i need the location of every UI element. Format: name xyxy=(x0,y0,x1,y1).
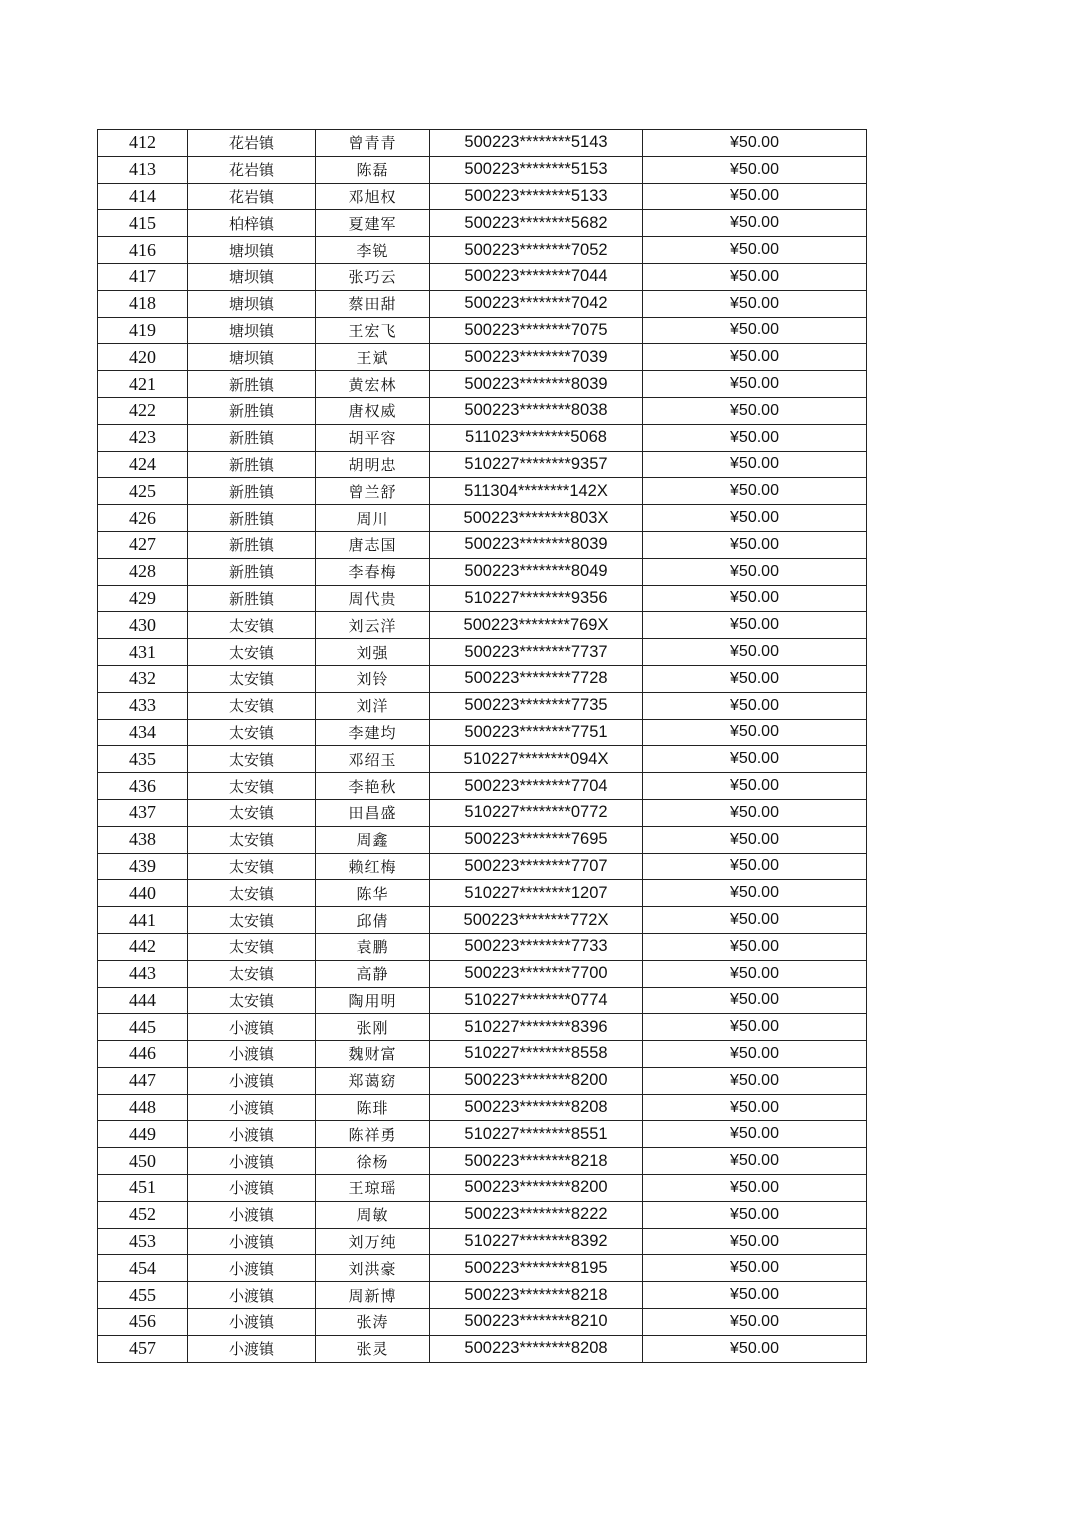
town-cell: 小渡镇 xyxy=(188,1148,316,1175)
table-row xyxy=(98,1255,867,1282)
row-number-cell: 425 xyxy=(98,478,188,505)
town-cell: 太安镇 xyxy=(188,933,316,960)
person-name-cell: 胡平容 xyxy=(316,424,430,451)
amount-cell: ¥50.00 xyxy=(643,853,867,880)
id-number-cell: 511304********142X xyxy=(430,478,643,505)
table-row xyxy=(98,639,867,666)
person-name-cell: 黄宏林 xyxy=(316,371,430,398)
town-cell: 花岩镇 xyxy=(188,183,316,210)
table-row xyxy=(98,585,867,612)
town-cell: 太安镇 xyxy=(188,960,316,987)
town-cell: 小渡镇 xyxy=(188,1201,316,1228)
id-number-cell: 510227********9356 xyxy=(430,585,643,612)
amount-cell: ¥50.00 xyxy=(643,639,867,666)
person-name-cell: 郑蔼窈 xyxy=(316,1067,430,1094)
id-number-cell: 500223********8218 xyxy=(430,1282,643,1309)
amount-cell: ¥50.00 xyxy=(643,371,867,398)
town-cell: 小渡镇 xyxy=(188,1255,316,1282)
table-row xyxy=(98,1121,867,1148)
person-name-cell: 胡明忠 xyxy=(316,451,430,478)
person-name-cell: 李建均 xyxy=(316,719,430,746)
table-row xyxy=(98,397,867,424)
row-number-cell: 412 xyxy=(98,130,188,157)
amount-cell: ¥50.00 xyxy=(643,1282,867,1309)
person-name-cell: 徐杨 xyxy=(316,1148,430,1175)
town-cell: 新胜镇 xyxy=(188,397,316,424)
row-number-cell: 432 xyxy=(98,665,188,692)
table-row xyxy=(98,1309,867,1336)
row-number-cell: 455 xyxy=(98,1282,188,1309)
id-number-cell: 500223********772X xyxy=(430,907,643,934)
id-number-cell: 500223********803X xyxy=(430,505,643,532)
person-name-cell: 王斌 xyxy=(316,344,430,371)
person-name-cell: 王琼瑶 xyxy=(316,1175,430,1202)
amount-cell: ¥50.00 xyxy=(643,933,867,960)
town-cell: 花岩镇 xyxy=(188,130,316,157)
id-number-cell: 500223********7042 xyxy=(430,290,643,317)
town-cell: 新胜镇 xyxy=(188,558,316,585)
table-row xyxy=(98,1148,867,1175)
person-name-cell: 高静 xyxy=(316,960,430,987)
id-number-cell: 500223********7075 xyxy=(430,317,643,344)
table-row xyxy=(98,1041,867,1068)
id-number-cell: 510227********0774 xyxy=(430,987,643,1014)
row-number-cell: 438 xyxy=(98,826,188,853)
amount-cell: ¥50.00 xyxy=(643,1309,867,1336)
table-row xyxy=(98,1282,867,1309)
id-number-cell: 500223********8222 xyxy=(430,1201,643,1228)
id-number-cell: 500223********8200 xyxy=(430,1067,643,1094)
amount-cell: ¥50.00 xyxy=(643,1014,867,1041)
table-row xyxy=(98,746,867,773)
person-name-cell: 陈华 xyxy=(316,880,430,907)
table-row xyxy=(98,263,867,290)
table-row xyxy=(98,719,867,746)
person-name-cell: 张灵 xyxy=(316,1335,430,1362)
person-name-cell: 唐志国 xyxy=(316,531,430,558)
town-cell: 新胜镇 xyxy=(188,451,316,478)
amount-cell: ¥50.00 xyxy=(643,451,867,478)
id-number-cell: 500223********5133 xyxy=(430,183,643,210)
town-cell: 新胜镇 xyxy=(188,585,316,612)
row-number-cell: 417 xyxy=(98,263,188,290)
town-cell: 太安镇 xyxy=(188,826,316,853)
person-name-cell: 赖红梅 xyxy=(316,853,430,880)
row-number-cell: 439 xyxy=(98,853,188,880)
row-number-cell: 421 xyxy=(98,371,188,398)
table-row xyxy=(98,773,867,800)
town-cell: 太安镇 xyxy=(188,799,316,826)
person-name-cell: 邓绍玉 xyxy=(316,746,430,773)
row-number-cell: 445 xyxy=(98,1014,188,1041)
table-row xyxy=(98,558,867,585)
id-number-cell: 500223********7044 xyxy=(430,263,643,290)
id-number-cell: 500223********7728 xyxy=(430,665,643,692)
town-cell: 新胜镇 xyxy=(188,505,316,532)
amount-cell: ¥50.00 xyxy=(643,692,867,719)
town-cell: 小渡镇 xyxy=(188,1041,316,1068)
town-cell: 小渡镇 xyxy=(188,1309,316,1336)
person-name-cell: 陈琲 xyxy=(316,1094,430,1121)
row-number-cell: 448 xyxy=(98,1094,188,1121)
row-number-cell: 444 xyxy=(98,987,188,1014)
amount-cell: ¥50.00 xyxy=(643,290,867,317)
amount-cell: ¥50.00 xyxy=(643,1228,867,1255)
amount-cell: ¥50.00 xyxy=(643,130,867,157)
person-name-cell: 陈祥勇 xyxy=(316,1121,430,1148)
table-row xyxy=(98,907,867,934)
amount-cell: ¥50.00 xyxy=(643,156,867,183)
id-number-cell: 500223********5143 xyxy=(430,130,643,157)
id-number-cell: 510227********8558 xyxy=(430,1041,643,1068)
town-cell: 新胜镇 xyxy=(188,424,316,451)
row-number-cell: 426 xyxy=(98,505,188,532)
table-row xyxy=(98,451,867,478)
person-name-cell: 李春梅 xyxy=(316,558,430,585)
row-number-cell: 413 xyxy=(98,156,188,183)
town-cell: 塘坝镇 xyxy=(188,237,316,264)
row-number-cell: 437 xyxy=(98,799,188,826)
person-name-cell: 田昌盛 xyxy=(316,799,430,826)
town-cell: 小渡镇 xyxy=(188,1067,316,1094)
row-number-cell: 419 xyxy=(98,317,188,344)
person-name-cell: 周川 xyxy=(316,505,430,532)
row-number-cell: 433 xyxy=(98,692,188,719)
id-number-cell: 510227********9357 xyxy=(430,451,643,478)
town-cell: 新胜镇 xyxy=(188,371,316,398)
town-cell: 小渡镇 xyxy=(188,1175,316,1202)
town-cell: 新胜镇 xyxy=(188,478,316,505)
row-number-cell: 441 xyxy=(98,907,188,934)
table-row xyxy=(98,1228,867,1255)
id-number-cell: 500223********7707 xyxy=(430,853,643,880)
row-number-cell: 447 xyxy=(98,1067,188,1094)
amount-cell: ¥50.00 xyxy=(643,531,867,558)
table-row xyxy=(98,478,867,505)
row-number-cell: 450 xyxy=(98,1148,188,1175)
town-cell: 花岩镇 xyxy=(188,156,316,183)
town-cell: 小渡镇 xyxy=(188,1094,316,1121)
row-number-cell: 442 xyxy=(98,933,188,960)
id-number-cell: 500223********7733 xyxy=(430,933,643,960)
town-cell: 小渡镇 xyxy=(188,1335,316,1362)
person-name-cell: 周新博 xyxy=(316,1282,430,1309)
id-number-cell: 500223********7751 xyxy=(430,719,643,746)
amount-cell: ¥50.00 xyxy=(643,826,867,853)
person-name-cell: 唐权威 xyxy=(316,397,430,424)
row-number-cell: 452 xyxy=(98,1201,188,1228)
town-cell: 太安镇 xyxy=(188,853,316,880)
row-number-cell: 451 xyxy=(98,1175,188,1202)
town-cell: 小渡镇 xyxy=(188,1282,316,1309)
row-number-cell: 429 xyxy=(98,585,188,612)
row-number-cell: 456 xyxy=(98,1309,188,1336)
id-number-cell: 510227********094X xyxy=(430,746,643,773)
table-row xyxy=(98,1094,867,1121)
row-number-cell: 414 xyxy=(98,183,188,210)
person-name-cell: 张巧云 xyxy=(316,263,430,290)
town-cell: 太安镇 xyxy=(188,665,316,692)
table-row xyxy=(98,1014,867,1041)
town-cell: 塘坝镇 xyxy=(188,263,316,290)
row-number-cell: 454 xyxy=(98,1255,188,1282)
town-cell: 小渡镇 xyxy=(188,1014,316,1041)
id-number-cell: 500223********7704 xyxy=(430,773,643,800)
amount-cell: ¥50.00 xyxy=(643,183,867,210)
subsidy-list-table xyxy=(97,129,867,1363)
town-cell: 太安镇 xyxy=(188,639,316,666)
id-number-cell: 500223********7695 xyxy=(430,826,643,853)
row-number-cell: 420 xyxy=(98,344,188,371)
row-number-cell: 457 xyxy=(98,1335,188,1362)
person-name-cell: 刘铃 xyxy=(316,665,430,692)
person-name-cell: 李锐 xyxy=(316,237,430,264)
amount-cell: ¥50.00 xyxy=(643,1175,867,1202)
id-number-cell: 500223********8195 xyxy=(430,1255,643,1282)
table-row xyxy=(98,237,867,264)
person-name-cell: 蔡田甜 xyxy=(316,290,430,317)
amount-cell: ¥50.00 xyxy=(643,665,867,692)
row-number-cell: 427 xyxy=(98,531,188,558)
id-number-cell: 510227********8392 xyxy=(430,1228,643,1255)
person-name-cell: 周鑫 xyxy=(316,826,430,853)
row-number-cell: 431 xyxy=(98,639,188,666)
amount-cell: ¥50.00 xyxy=(643,773,867,800)
id-number-cell: 500223********7735 xyxy=(430,692,643,719)
person-name-cell: 刘洋 xyxy=(316,692,430,719)
id-number-cell: 500223********5153 xyxy=(430,156,643,183)
id-number-cell: 500223********8218 xyxy=(430,1148,643,1175)
table-row xyxy=(98,960,867,987)
table-row xyxy=(98,344,867,371)
person-name-cell: 刘万纯 xyxy=(316,1228,430,1255)
person-name-cell: 周敏 xyxy=(316,1201,430,1228)
amount-cell: ¥50.00 xyxy=(643,558,867,585)
id-number-cell: 500223********8039 xyxy=(430,371,643,398)
person-name-cell: 邱倩 xyxy=(316,907,430,934)
amount-cell: ¥50.00 xyxy=(643,505,867,532)
id-number-cell: 510227********0772 xyxy=(430,799,643,826)
amount-cell: ¥50.00 xyxy=(643,424,867,451)
table-row xyxy=(98,1201,867,1228)
table-row xyxy=(98,317,867,344)
person-name-cell: 王宏飞 xyxy=(316,317,430,344)
row-number-cell: 423 xyxy=(98,424,188,451)
row-number-cell: 435 xyxy=(98,746,188,773)
town-cell: 太安镇 xyxy=(188,719,316,746)
person-name-cell: 夏建军 xyxy=(316,210,430,237)
table-row xyxy=(98,1335,867,1362)
town-cell: 太安镇 xyxy=(188,746,316,773)
amount-cell: ¥50.00 xyxy=(643,799,867,826)
row-number-cell: 424 xyxy=(98,451,188,478)
id-number-cell: 500223********8210 xyxy=(430,1309,643,1336)
amount-cell: ¥50.00 xyxy=(643,397,867,424)
person-name-cell: 邓旭权 xyxy=(316,183,430,210)
person-name-cell: 刘洪豪 xyxy=(316,1255,430,1282)
id-number-cell: 500223********7737 xyxy=(430,639,643,666)
table-row xyxy=(98,665,867,692)
id-number-cell: 500223********5682 xyxy=(430,210,643,237)
id-number-cell: 500223********7039 xyxy=(430,344,643,371)
id-number-cell: 510227********8551 xyxy=(430,1121,643,1148)
amount-cell: ¥50.00 xyxy=(643,1121,867,1148)
town-cell: 小渡镇 xyxy=(188,1121,316,1148)
table-body xyxy=(98,130,867,1363)
town-cell: 塘坝镇 xyxy=(188,344,316,371)
table-row xyxy=(98,156,867,183)
id-number-cell: 500223********769X xyxy=(430,612,643,639)
id-number-cell: 500223********8038 xyxy=(430,397,643,424)
id-number-cell: 500223********8039 xyxy=(430,531,643,558)
person-name-cell: 陶用明 xyxy=(316,987,430,1014)
row-number-cell: 416 xyxy=(98,237,188,264)
row-number-cell: 443 xyxy=(98,960,188,987)
amount-cell: ¥50.00 xyxy=(643,1201,867,1228)
person-name-cell: 张涛 xyxy=(316,1309,430,1336)
person-name-cell: 刘云洋 xyxy=(316,612,430,639)
table-row xyxy=(98,531,867,558)
row-number-cell: 430 xyxy=(98,612,188,639)
town-cell: 太安镇 xyxy=(188,692,316,719)
amount-cell: ¥50.00 xyxy=(643,1067,867,1094)
person-name-cell: 魏财富 xyxy=(316,1041,430,1068)
row-number-cell: 449 xyxy=(98,1121,188,1148)
table-row xyxy=(98,371,867,398)
id-number-cell: 500223********8200 xyxy=(430,1175,643,1202)
amount-cell: ¥50.00 xyxy=(643,880,867,907)
table-row xyxy=(98,612,867,639)
table-row xyxy=(98,505,867,532)
amount-cell: ¥50.00 xyxy=(643,1148,867,1175)
town-cell: 新胜镇 xyxy=(188,531,316,558)
row-number-cell: 440 xyxy=(98,880,188,907)
amount-cell: ¥50.00 xyxy=(643,1255,867,1282)
row-number-cell: 434 xyxy=(98,719,188,746)
person-name-cell: 张刚 xyxy=(316,1014,430,1041)
table-row xyxy=(98,799,867,826)
row-number-cell: 418 xyxy=(98,290,188,317)
row-number-cell: 422 xyxy=(98,397,188,424)
table-row xyxy=(98,290,867,317)
town-cell: 太安镇 xyxy=(188,773,316,800)
table-row xyxy=(98,933,867,960)
table-row xyxy=(98,692,867,719)
town-cell: 太安镇 xyxy=(188,987,316,1014)
table-row xyxy=(98,880,867,907)
table-row xyxy=(98,210,867,237)
amount-cell: ¥50.00 xyxy=(643,612,867,639)
town-cell: 柏梓镇 xyxy=(188,210,316,237)
town-cell: 太安镇 xyxy=(188,880,316,907)
town-cell: 小渡镇 xyxy=(188,1228,316,1255)
id-number-cell: 510227********8396 xyxy=(430,1014,643,1041)
amount-cell: ¥50.00 xyxy=(643,1041,867,1068)
table-row xyxy=(98,826,867,853)
person-name-cell: 曾青青 xyxy=(316,130,430,157)
amount-cell: ¥50.00 xyxy=(643,907,867,934)
row-number-cell: 436 xyxy=(98,773,188,800)
amount-cell: ¥50.00 xyxy=(643,987,867,1014)
id-number-cell: 500223********7700 xyxy=(430,960,643,987)
table-row xyxy=(98,987,867,1014)
id-number-cell: 510227********1207 xyxy=(430,880,643,907)
amount-cell: ¥50.00 xyxy=(643,960,867,987)
person-name-cell: 刘强 xyxy=(316,639,430,666)
town-cell: 塘坝镇 xyxy=(188,290,316,317)
row-number-cell: 446 xyxy=(98,1041,188,1068)
amount-cell: ¥50.00 xyxy=(643,344,867,371)
row-number-cell: 415 xyxy=(98,210,188,237)
amount-cell: ¥50.00 xyxy=(643,585,867,612)
table-row xyxy=(98,1067,867,1094)
table-row xyxy=(98,853,867,880)
town-cell: 塘坝镇 xyxy=(188,317,316,344)
amount-cell: ¥50.00 xyxy=(643,719,867,746)
amount-cell: ¥50.00 xyxy=(643,746,867,773)
amount-cell: ¥50.00 xyxy=(643,263,867,290)
table-row xyxy=(98,1175,867,1202)
amount-cell: ¥50.00 xyxy=(643,1094,867,1121)
id-number-cell: 500223********8049 xyxy=(430,558,643,585)
id-number-cell: 511023********5068 xyxy=(430,424,643,451)
person-name-cell: 周代贵 xyxy=(316,585,430,612)
amount-cell: ¥50.00 xyxy=(643,1335,867,1362)
town-cell: 太安镇 xyxy=(188,907,316,934)
person-name-cell: 袁鹏 xyxy=(316,933,430,960)
row-number-cell: 428 xyxy=(98,558,188,585)
person-name-cell: 陈磊 xyxy=(316,156,430,183)
id-number-cell: 500223********8208 xyxy=(430,1335,643,1362)
amount-cell: ¥50.00 xyxy=(643,317,867,344)
table-row xyxy=(98,424,867,451)
person-name-cell: 曾兰舒 xyxy=(316,478,430,505)
person-name-cell: 李艳秋 xyxy=(316,773,430,800)
id-number-cell: 500223********8208 xyxy=(430,1094,643,1121)
table-row xyxy=(98,130,867,157)
amount-cell: ¥50.00 xyxy=(643,478,867,505)
amount-cell: ¥50.00 xyxy=(643,237,867,264)
id-number-cell: 500223********7052 xyxy=(430,237,643,264)
town-cell: 太安镇 xyxy=(188,612,316,639)
amount-cell: ¥50.00 xyxy=(643,210,867,237)
table-row xyxy=(98,183,867,210)
row-number-cell: 453 xyxy=(98,1228,188,1255)
